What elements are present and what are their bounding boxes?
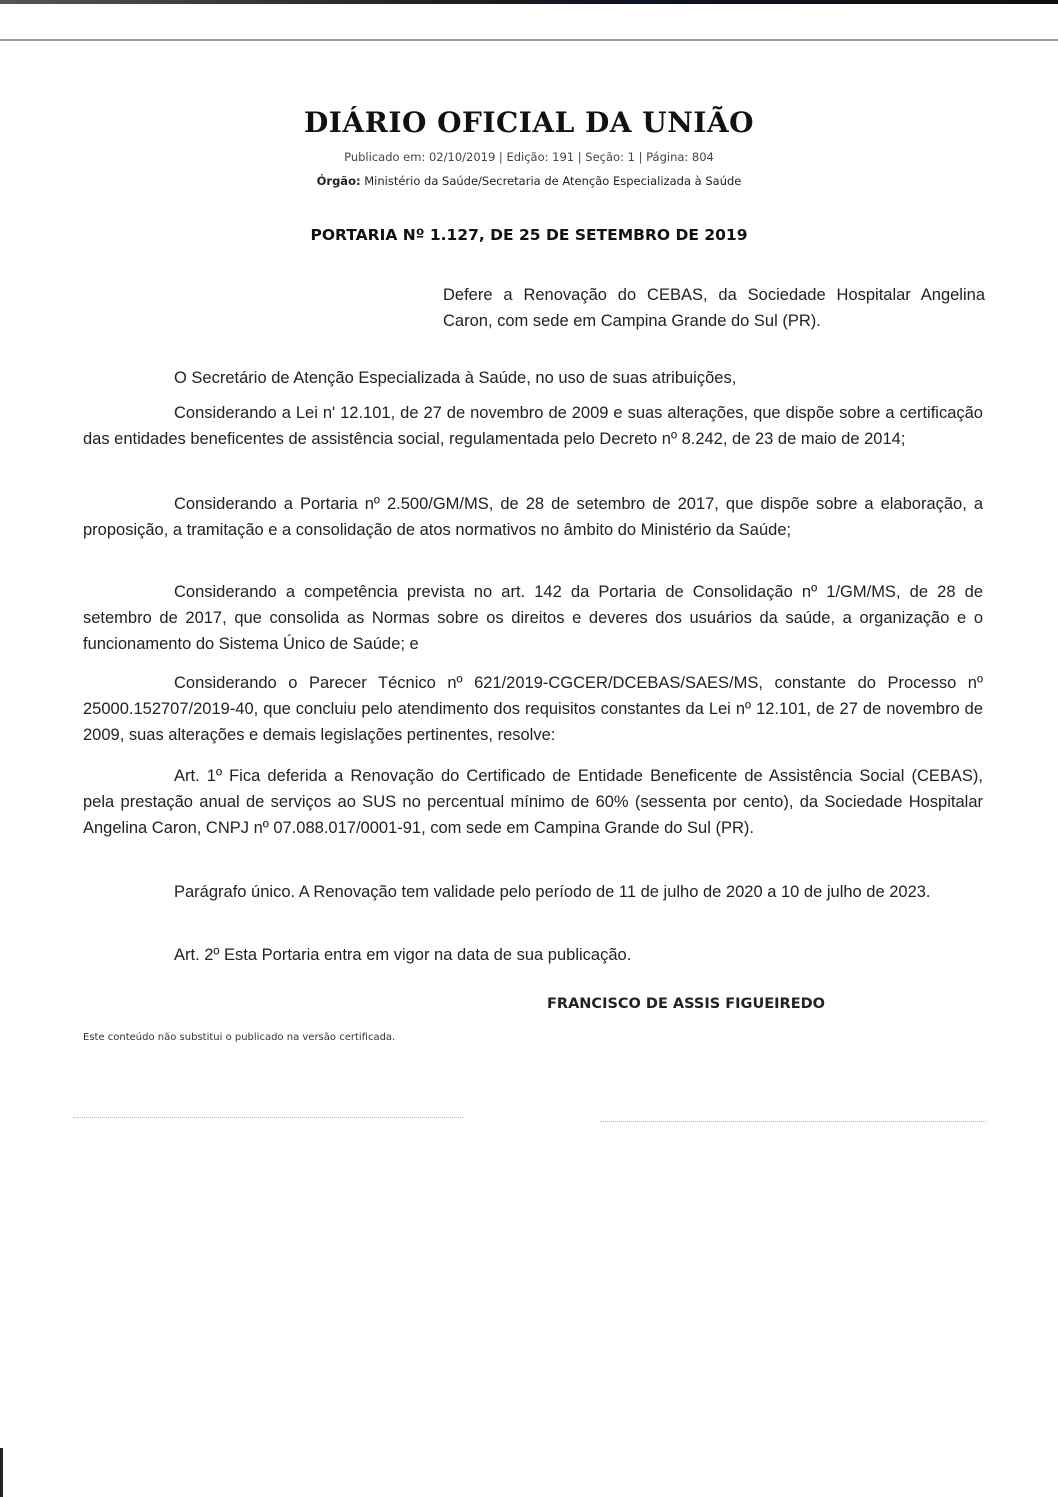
act-ementa: Defere a Renovação do CEBAS, da Sociedade Hospitalar Angelina Caron, com sede em Campina Grande do Sul (PR). (443, 286, 985, 330)
scan-border-top (0, 0, 1058, 4)
considerando-lei-12101: Considerando a Lei n' 12.101, de 27 de novembro de 2009 e suas alterações, que dispõe sobre a certificação das entidades beneficentes de assistência social, regulamentada pelo Decreto nº 8.242, de 23 de maio de 2014; (83, 404, 983, 448)
body-paragraph (83, 879, 983, 905)
considerando-art-142: Considerando a competência prevista no art. 142 da Portaria de Consolidação nº 1/GM/MS, de 28 de setembro de 2017, que consolida as Normas sobre os direitos e deveres dos usuários da saúde, a organização e o funcionamento do Sistema Único de Saúde; e (83, 583, 983, 653)
article-2: Art. 2º Esta Portaria entra em vigor na data de sua publicação. (174, 946, 632, 964)
paragrafo-unico: Parágrafo único. A Renovação tem validade pelo período de 11 de julho de 2020 a 10 de julho de 2023. (174, 883, 931, 901)
body-paragraph (83, 763, 983, 841)
orgao-line (0, 174, 1058, 188)
publication-title: DIÁRIO OFICIAL DA UNIÃO (304, 106, 754, 139)
orgao-value: Ministério da Saúde/Secretaria de Atenção Especializada à Saúde (364, 174, 742, 188)
considerando-portaria-2500: Considerando a Portaria nº 2.500/GM/MS, de 28 de setembro de 2017, que dispõe sobre a elaboração, a proposição, a tramitação e a consolidação de atos normativos no âmbito do Ministério da Saúde; (83, 495, 983, 539)
signatory-name: FRANCISCO DE ASSIS FIGUEIREDO (547, 996, 825, 1012)
orgao-label: Órgão: (316, 174, 361, 188)
body-paragraph (83, 942, 983, 968)
considerando-parecer-tecnico: Considerando o Parecer Técnico nº 621/2019-CGCER/DCEBAS/SAES/MS, constante do Processo nº 25000.152707/2019-40, que concluiu pelo atendimento dos requisitos constantes da Lei nº 12.101, de 27 de novembro de 2009, suas alterações e demais legislações pertinentes, resolve: (83, 674, 983, 744)
body-paragraph (83, 365, 983, 391)
certification-disclaimer: Este conteúdo não substitui o publicado na versão certificada. (83, 1032, 396, 1043)
signature-line-right (600, 1121, 986, 1123)
publication-meta: Publicado em: 02/10/2019 | Edição: 191 | Seção: 1 | Página: 804 (344, 150, 714, 164)
preamble: O Secretário de Atenção Especializada à Saúde, no uso de suas atribuições, (174, 369, 737, 387)
act-heading: PORTARIA Nº 1.127, DE 25 DE SETEMBRO DE 2019 (310, 226, 748, 244)
article-1: Art. 1º Fica deferida a Renovação do Certificado de Entidade Beneficente de Assistência Social (CEBAS), pela prestação anual de serviços ao SUS no percentual mínimo de 60% (sessenta por cento), da Sociedade Hospitalar Angelina Caron, CNPJ nº 07.088.017/0001-91, com sede em Campina Grande do Sul (PR). (83, 767, 983, 837)
scan-border-left (0, 1448, 3, 1497)
body-paragraph (83, 670, 983, 748)
scan-edge-line (0, 39, 1058, 41)
body-paragraph (83, 579, 983, 657)
body-paragraph (83, 400, 983, 452)
signature-line-left (73, 1117, 463, 1119)
body-paragraph (83, 491, 983, 543)
